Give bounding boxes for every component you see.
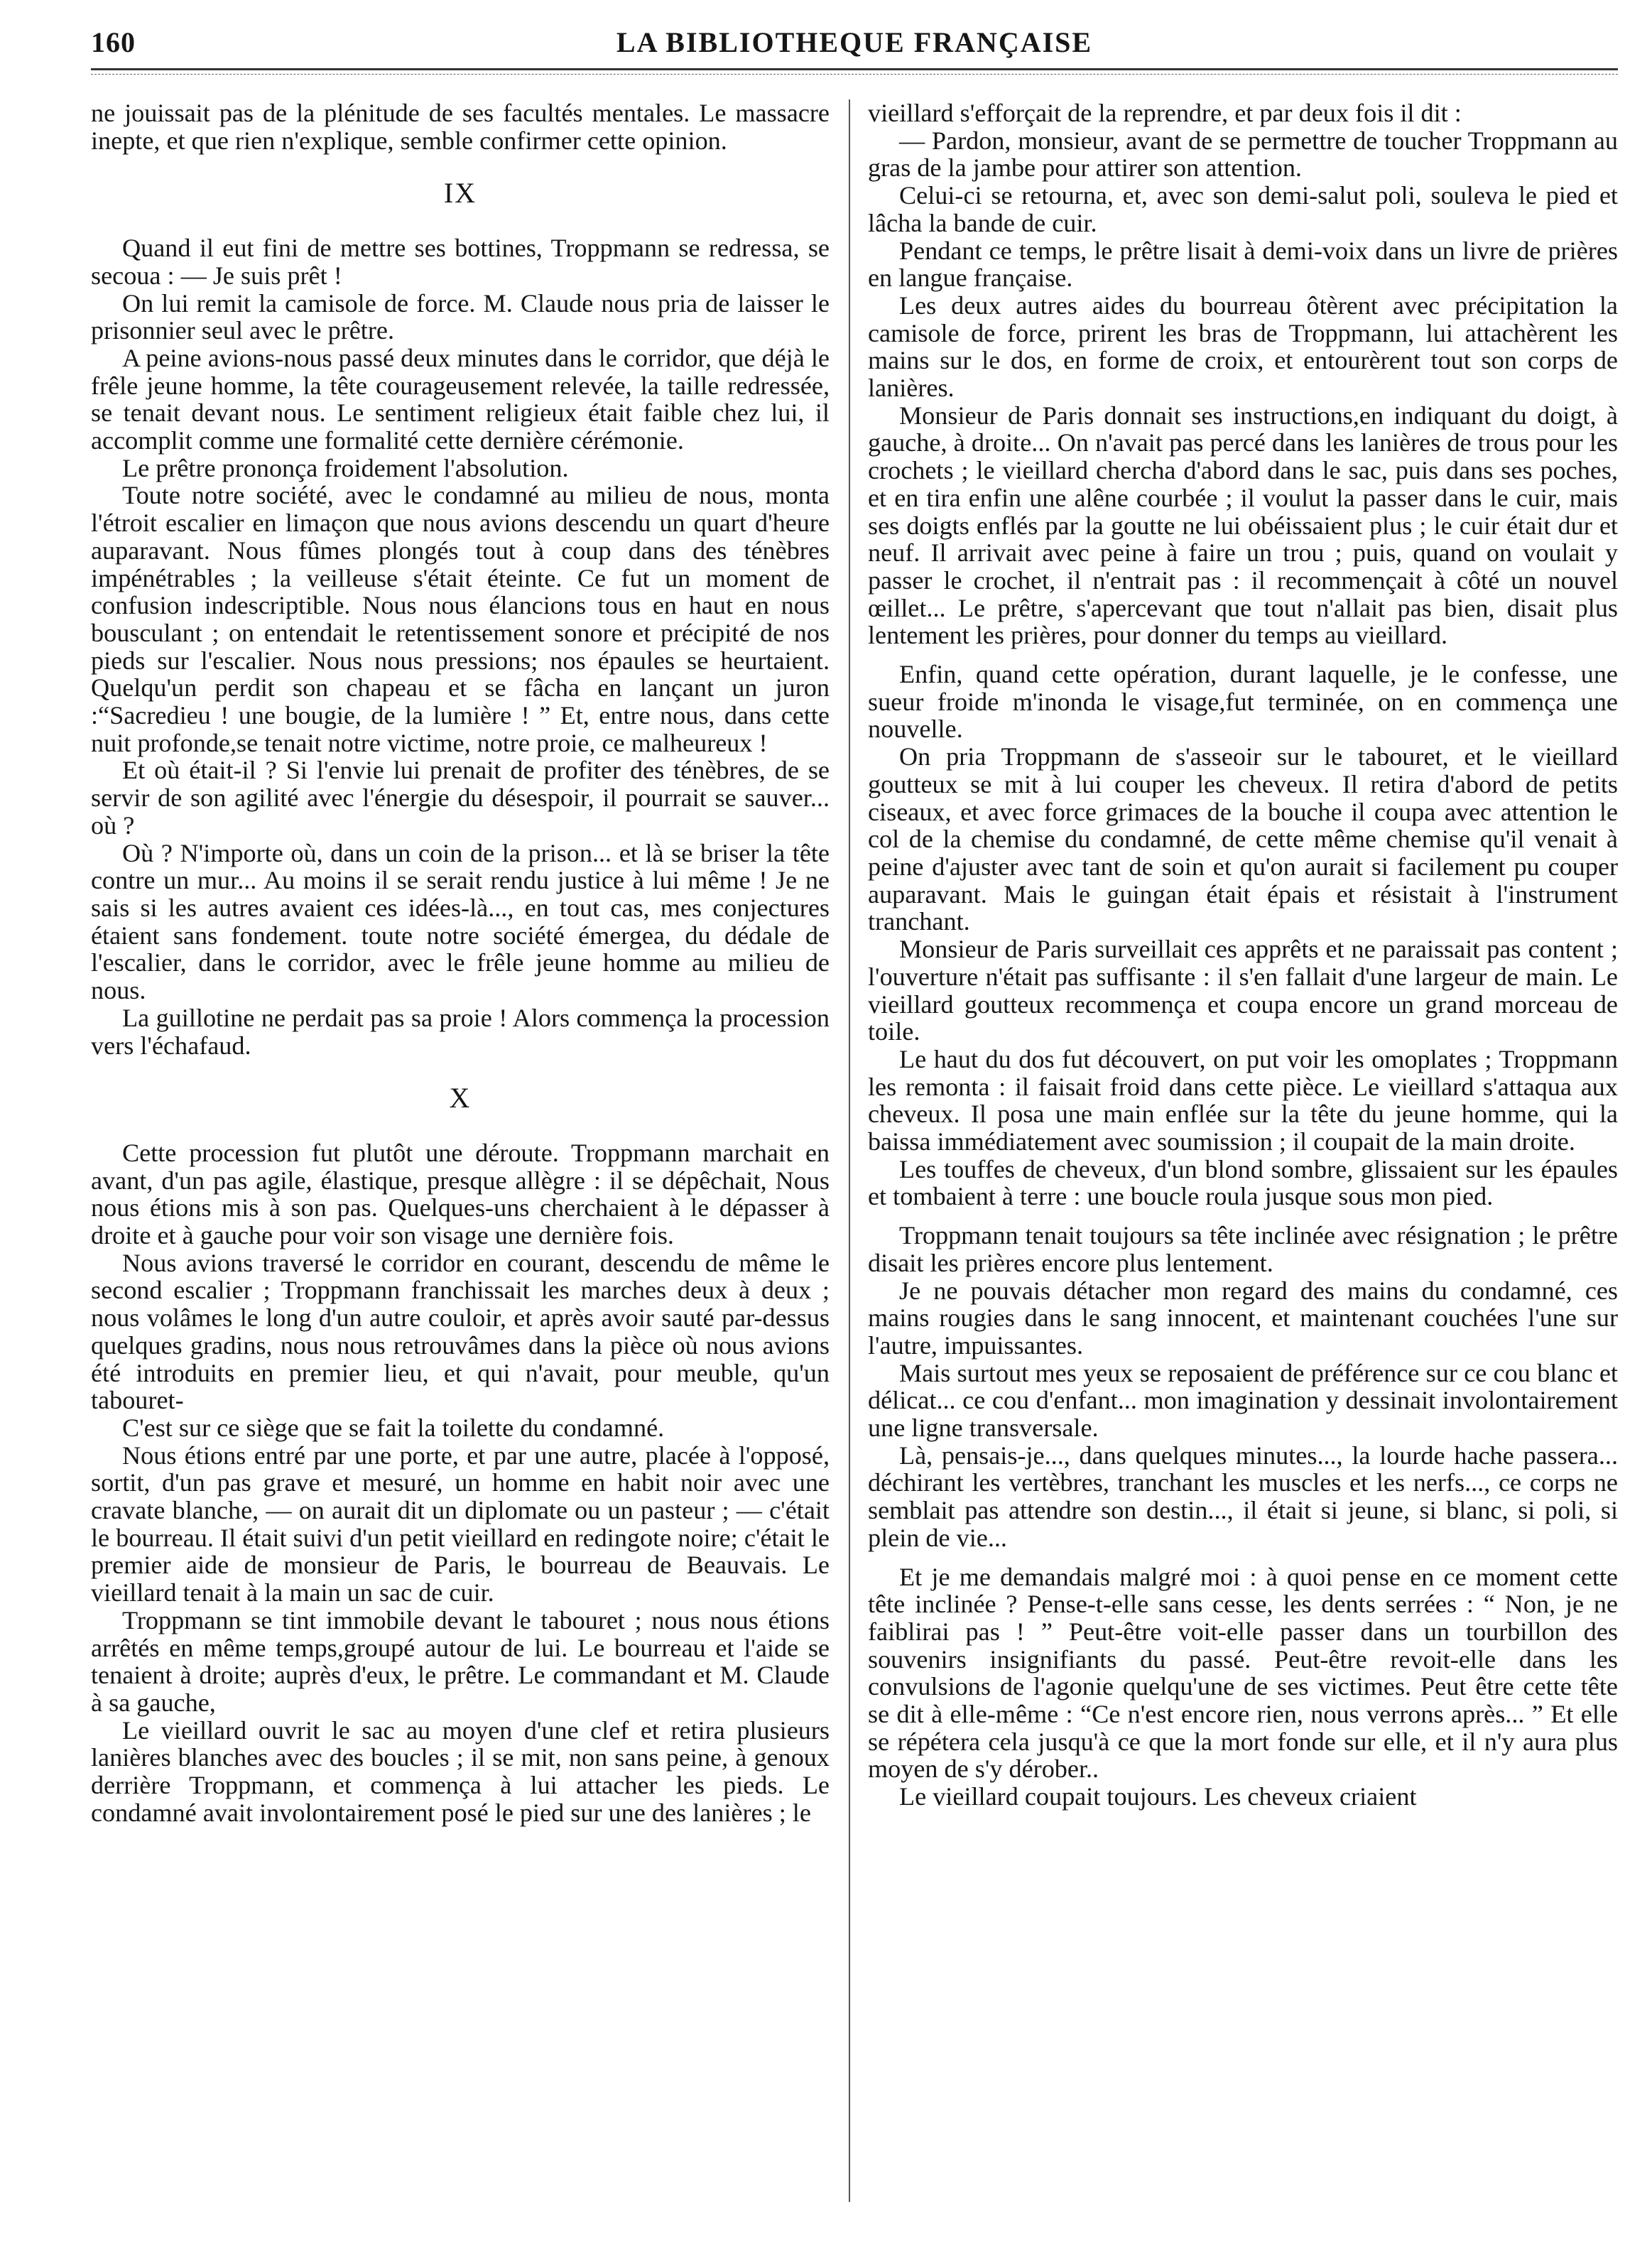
- paragraph: Le vieillard ouvrit le sac au moyen d'une clef et retira plusieurs lanières blanches avec des boucles ; il se mit, non sans peine, à genoux derrière Troppmann, et commença à lui attacher les pieds. Le condamné avait involontairement posé le pied sur une des lanières ; le: [91, 1715, 830, 1827]
- paragraph: Les deux autres aides du bourreau ôtèrent avec précipitation la camisole de force, prirent les bras de Troppmann, lui attachèrent les mains sur le dos, en forme de croix, et entourèrent tout son corps de lanières.: [868, 291, 1618, 403]
- paragraph: Où ? N'importe où, dans un coin de la prison... et là se briser la tête contre un mur... Au moins il se serait rendu justice à lui même ! Je ne sais si les autres avaient ces idées-là..., en tout cas, mes conjectures étaient sans fondement. toute notre société émergea, du dédale de l'escalier, dans le corridor, avec le frêle jeune homme au milieu de nous.: [91, 838, 830, 1005]
- section-heading-x: X: [449, 1082, 472, 1115]
- paragraph: Et je me demandais malgré moi : à quoi pense en ce moment cette tête inclinée ? Pense-t-elle sans cesse, les dents serrées : “ Non, je ne faiblirai pas ! ” Peut-être voit-elle passer dans un tourbillon des souvenirs insignifiants du passé. Peut-être revoit-elle dans les convulsions de l'agonie quelqu'une de ses victimes. Peut être cette tête se dit à elle-même : “Ce n'est encore rien, nous verrons après... ” Et elle se répétera cela jusqu'à ce que la mort fonde sur elle, et il n'y aura plus moyen de s'y dérober..: [868, 1562, 1618, 1784]
- paragraph: Celui-ci se retourna, et, avec son demi-salut poli, souleva le pied et lâcha la bande de cuir.: [868, 181, 1618, 237]
- paragraph: On pria Troppmann de s'asseoir sur le tabouret, et le vieillard goutteux se mit à lui couper les cheveux. Il retira d'abord de petits ciseaux, et avec force grimaces de la bouche il coupa avec attention le col de la chemise du condamné, de cette même chemise qu'il venait à peine d'ajuster avec tant de soin et qu'on aurait si facilement pu couper auparavant. Mais le guingan était épais et résistait à l'instrument tranchant.: [868, 742, 1618, 936]
- paragraph: Monsieur de Paris donnait ses instructions,en indiquant du doigt, à gauche, à droite... On n'avait pas percé dans les lanières de trous pour les crochets ; le vieillard chercha d'abord dans le sac, puis dans ses poches, et en tira enfin une alêne courbée ; il voulut la passer dans le cuir, mais ses doigts enflés par la goutte ne lui obéissaient plus ; le cuir était dur et neuf. Il arrivait avec peine à faire un trou ; puis, quand on voulait y passer le crochet, il n'entrait pas : il recommençait à côté un nouvel œillet... Le prêtre, s'apercevant que tout n'allait pas bien, disait plus lentement les prières, pour donner du temps au vieillard.: [868, 401, 1618, 650]
- paragraph: Quand il eut fini de mettre ses bottines, Troppmann se redressa, se secoua : — Je suis prêt !: [91, 234, 830, 290]
- paragraph: Le haut du dos fut découvert, on put voir les omoplates ; Troppmann les remonta : il faisait froid dans cette pièce. Le vieillard s'attaqua aux cheveux. Il posa une main enflée sur la tête du jeune homme, qui la baissa immédiatement avec soumission ; il coupait de la main droite.: [868, 1044, 1618, 1156]
- paragraph: Mais surtout mes yeux se reposaient de préférence sur ce cou blanc et délicat... ce cou d'enfant... mon imagination y dessinait involontairement une ligne transversale.: [868, 1358, 1618, 1443]
- paragraph: Je ne pouvais détacher mon regard des mains du condamné, ces mains rougies dans le sang innocent, et maintenant couchées l'une sur l'autre, impuissantes.: [868, 1276, 1618, 1360]
- paragraph: Nous avions traversé le corridor en courant, descendu de même le second escalier ; Troppmann franchissait les marches deux à deux ; nous volâmes le long d'un autre couloir, et après avoir sauté par-dessus quelques gradins, nous nous retrouvâmes dans la pièce où nous avions été introduits en premier lieu, et qui n'avait, pour meuble, qu'un tabouret-: [91, 1248, 830, 1415]
- page-number: 160: [91, 26, 136, 58]
- paragraph: Cette procession fut plutôt une déroute. Troppmann marchait en avant, d'un pas agile, élastique, presque allègre : il se dépêchait, Nous nous étions mis à son pas. Quelques-uns cherchaient à le dépasser à droite et à gauche pour voir son visage une dernière fois.: [91, 1138, 830, 1250]
- header-rule: [91, 68, 1618, 70]
- paragraph: Et où était-il ? Si l'envie lui prenait de profiter des ténèbres, de se servir de son agilité avec l'énergie du désespoir, il pourrait se sauver... où ?: [91, 756, 830, 840]
- paragraph: Pendant ce temps, le prêtre lisait à demi-voix dans un livre de prières en langue française.: [868, 236, 1618, 293]
- section-heading-ix: IX: [443, 177, 477, 210]
- paragraph: Nous étions entré par une porte, et par une autre, placée à l'opposé, sortit, d'un pas grave et mesuré, un homme en habit noir avec une cravate blanche, — on aurait dit un diplomate ou un pasteur ; — c'était le bourreau. Il était suivi d'un petit vieillard en redingote noire; c'était le premier aide de monsieur de Paris, le bourreau de Beauvais. Le vieillard tenait à la main un sac de cuir.: [91, 1441, 830, 1607]
- paragraph: On lui remit la camisole de force. M. Claude nous pria de laisser le prisonnier seul avec le prêtre.: [91, 288, 830, 345]
- paragraph: Les touffes de cheveux, d'un blond sombre, glissaient sur les épaules et tombaient à terre : une boucle roula jusque sous mon pied.: [868, 1154, 1618, 1211]
- right-column: [868, 99, 1618, 2216]
- running-title: LA BIBLIOTHEQUE FRANÇAISE: [616, 26, 1093, 58]
- paragraph: Troppmann se tint immobile devant le tabouret ; nous nous étions arrêtés en même temps,groupé autour de lui. Le bourreau et l'aide se tenaient à droite; auprès d'eux, le prêtre. Le commandant et M. Claude à sa gauche,: [91, 1605, 830, 1717]
- paragraph: vieillard s'efforçait de la reprendre, et par deux fois il dit :: [868, 99, 1462, 127]
- header-rule-secondary: [91, 74, 1618, 75]
- page-header: [91, 26, 1618, 68]
- paragraph: Le vieillard coupait toujours. Les cheveux criaient: [899, 1782, 1417, 1811]
- paragraph: ne jouissait pas de la plénitude de ses facultés mentales. Le massacre inepte, et que rien n'explique, semble confirmer cette opinion.: [91, 99, 830, 155]
- paragraph: — Pardon, monsieur, avant de se permettre de toucher Troppmann au gras de la jambe pour attirer son attention.: [868, 126, 1618, 183]
- paragraph: C'est sur ce siège que se fait la toilette du condamné.: [122, 1413, 665, 1442]
- paragraph: Troppmann tenait toujours sa tête inclinée avec résignation ; le prêtre disait les prières encore plus lentement.: [868, 1221, 1618, 1277]
- paragraph: La guillotine ne perdait pas sa proie ! Alors commença la procession vers l'échafaud.: [91, 1003, 830, 1060]
- paragraph: Toute notre société, avec le condamné au milieu de nous, monta l'étroit escalier en limaçon que nous avions descendu un quart d'heure auparavant. Nous fûmes plongés tout à coup dans des ténèbres impénétrables ; la veilleuse s'était éteinte. Ce fut un moment de confusion indescriptible. Nous nous élancions tous en haut en nous bousculant ; on entendait le retentissement sonore et précipité de nos pieds sur l'escalier. Nous nous pressions; nos épaules se heurtaient. Quelqu'un perdit son chapeau et se fâcha en lançant un juron :“Sacredieu ! une bougie, de la lumière ! ” Et, entre nous, dans cette nuit profonde,se tenait notre victime, notre proie, ce malheureux !: [91, 481, 830, 757]
- paragraph: Monsieur de Paris surveillait ces apprêts et ne paraissait pas content ; l'ouverture n'était pas suffisante : il s'en fallait d'une largeur de main. Le vieillard goutteux recommença et coupa encore un grand morceau de toile.: [868, 935, 1618, 1046]
- column-divider: [849, 99, 850, 2202]
- paragraph: Enfin, quand cette opération, durant laquelle, je le confesse, une sueur froide m'inonda le visage,fut terminée, on en commença une nouvelle.: [868, 660, 1618, 744]
- paragraph: A peine avions-nous passé deux minutes dans le corridor, que déjà le frêle jeune homme, la tête courageusement relevée, la taille redressée, se tenait devant nous. Le sentiment religieux était faible chez lui, il accomplit comme une formalité cette dernière cérémonie.: [91, 343, 830, 455]
- left-column: [91, 99, 830, 2216]
- paragraph: Le prêtre prononça froidement l'absolution.: [122, 453, 569, 482]
- paragraph: Là, pensais-je..., dans quelques minutes..., la lourde hache passera... déchirant les vertèbres, tranchant les muscles et les nerfs..., ce corps ne semblait pas attendre son destin..., il était si jeune, si blanc, si poli, si plein de vie...: [868, 1441, 1618, 1552]
